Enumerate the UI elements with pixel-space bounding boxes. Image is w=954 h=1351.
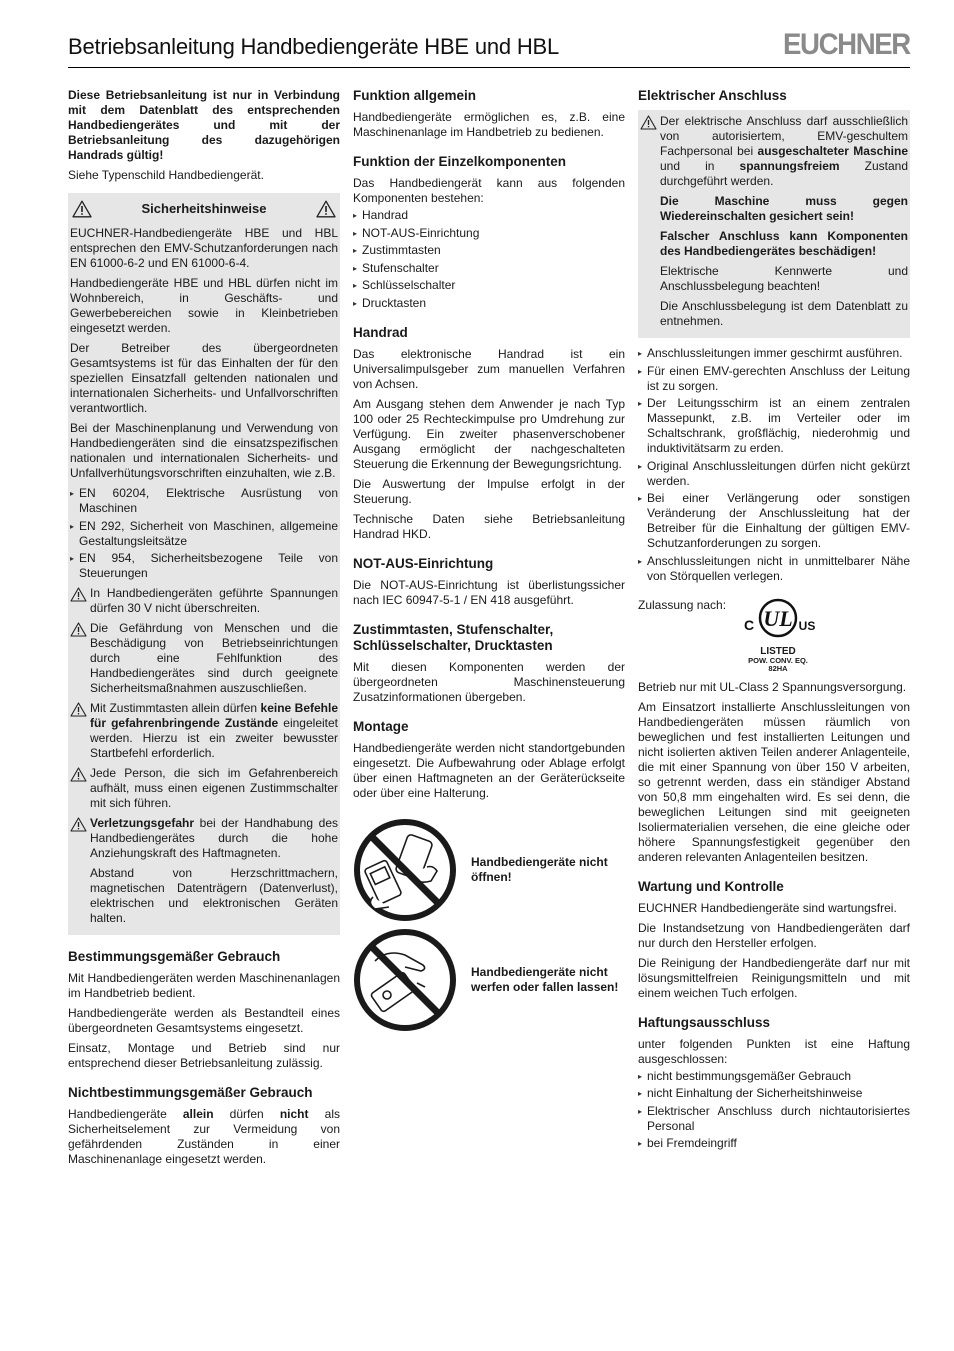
warning-icon <box>70 767 87 782</box>
no-opening-icon <box>353 815 471 925</box>
connection-list <box>638 346 910 584</box>
warning-icon <box>316 200 336 218</box>
list-item: ▸ Bei einer Verlängerung oder sonstigen Veränderung der Anschlussleitung hat der Betreiber für die Einhaltung der gültigen EMV-Schutzanforderungen zu sorgen. <box>638 491 910 551</box>
warning-item <box>640 114 910 189</box>
ul-c-mark: C <box>743 616 755 633</box>
liability-list <box>638 1069 910 1152</box>
euchner-logo: EUCHNER <box>783 28 910 61</box>
approval-label: Zulassung nach: <box>638 597 727 612</box>
list-item: ▸ Für einen EMV-gerechten Anschluss der Leitung ist zu sorgen. <box>638 364 910 394</box>
page-header <box>68 28 910 68</box>
warning-text-bold: keine Befehle für gefahrenbringende Zustände <box>90 701 338 730</box>
warning-text-part: eingeleitet werden. Hierzu ist ein zweiter bewusster Startbefehl erforderlich. <box>90 716 339 760</box>
warning-bold-text: Falscher Anschluss kann Komponenten des Handbediengerätes beschädigen! <box>660 229 908 258</box>
intro-text: Diese Betriebsanleitung ist nur in Verbindung mit dem Datenblatt des entsprechenden Handbediengerätes und mit der Betriebsanleitung des dazugehörigen Handrads gültig! <box>68 88 340 162</box>
safety-paragraph: Bei der Maschinenplanung und Verwendung von Handbediengeräten sind die einsatzspezifischen nationalen und internationalen Sicherheits- und Unfallverhütungsvorschriften einzuhalten, wie z.B. <box>70 421 338 480</box>
text-bold: nicht <box>279 1107 309 1121</box>
ul-us-mark: US <box>798 618 816 633</box>
warning-bold-text: Die Maschine muss gegen Wiedereinschalten gesichert sein! <box>660 194 908 223</box>
paragraph: Das Handbediengerät kann aus folgenden Komponenten bestehen: <box>353 176 625 205</box>
warning-text <box>90 701 338 761</box>
warning-extra: Abstand von Herzschrittmachern, magnetischen Datenträgern (Datenverlust), elektrischen und elektronischen Geräten halten. <box>90 866 338 925</box>
list-item: ▸ EN 60204, Elektrische Ausrüstung von Maschinen <box>70 486 338 516</box>
list-item: ▸ bei Fremdeingriff <box>638 1136 910 1151</box>
paragraph: unter folgenden Punkten ist eine Haftung ausgeschlossen: <box>638 1036 910 1066</box>
safety-title: Sicherheitshinweise <box>141 201 267 216</box>
column-3 <box>638 88 910 1156</box>
warning-item <box>70 816 338 861</box>
list-item: ▸ Der Leitungsschirm ist an einem zentralen Massepunkt, z.B. im Verteiler oder im Schaltschrank, großflächig, niederohmig und induktivitätsarm zu erden. <box>638 396 910 456</box>
paragraph: Am Ausgang stehen dem Anwender je nach Typ 100 oder 25 Rechteckimpulse pro Umdrehung zur Verfügung. Ein zweiter phasenverschobener Ausgang ermöglicht der nachgeschalteten Steuerung die Erkennung der Bewegungsrichtung. <box>353 396 625 471</box>
paragraph: EUCHNER Handbediengeräte sind wartungsfrei. <box>638 900 897 915</box>
paragraph: Technische Daten siehe Betriebsanleitung Handrad HKD. <box>353 511 625 541</box>
prohibition-label: Handbediengeräte nicht öffnen! <box>471 854 608 884</box>
text-bold: allein <box>182 1107 214 1121</box>
no-dropping-icon <box>353 925 471 1035</box>
text-bold: ausgeschalteter Maschine <box>757 144 908 158</box>
ul-logo-icon <box>738 596 818 642</box>
paragraph: Handbediengeräte werden nicht standortgebunden eingesetzt. Die Aufbewahrung oder Ablage erfolgt über einen Haftmagneten an der Geräterückseite oder über eine Halterung. <box>353 740 625 800</box>
intro-sub-text: Siehe Typenschild Handbediengerät. <box>68 168 264 182</box>
list-item: ▸ Drucktasten <box>353 296 625 311</box>
paragraph: Einsatz, Montage und Betrieb sind nur entsprechend dieser Betriebsanleitung zulässig. <box>68 1041 340 1070</box>
ul-line2: POW. CONV. EQ. <box>748 655 808 665</box>
section-heading: Elektrischer Anschluss <box>638 88 787 103</box>
paragraph <box>68 1107 340 1167</box>
ul-line3: 82HA <box>768 663 788 673</box>
warning-item <box>70 766 338 811</box>
paragraph: Das elektronische Handrad ist ein Universalimpulsgeber zum manuellen Verfahren von Achsen. <box>353 346 625 391</box>
safety-box-header <box>70 198 338 222</box>
section-heading: NOT-AUS-Einrichtung <box>353 555 494 571</box>
warning-text-part: bei der Handhabung des Handbediengerätes durch die hohe Anziehungskraft des Haftmagneten. <box>90 816 338 860</box>
paragraph: Die Reinigung der Handbediengeräte darf nur mit lösungsmittelfreien Reinigungsmitteln und mit einem weichen Tuch erfolgen. <box>638 955 910 1000</box>
safety-box <box>68 193 340 935</box>
column-1 <box>68 88 340 1172</box>
text-part: dürfen <box>213 1107 280 1121</box>
warning-icon <box>640 115 657 130</box>
safety-paragraph: EUCHNER-Handbediengeräte HBE und HBL entsprechen den EMV-Schutzanforderungen nach EN 61000-6-2 und EN 61000-6-4. <box>70 226 338 270</box>
paragraph: Die Anschlussbelegung ist dem Datenblatt zu entnehmen. <box>660 299 908 328</box>
safety-paragraph: Handbediengeräte HBE und HBL dürfen nicht im Wohnbereich, in Geschäfts- und Gewerbebereichen sowie in Kleinbetrieben eingesetzt werden. <box>70 276 338 335</box>
text-part: als Sicherheitselement zur Vermeidung von gefährdenden Zuständen in einer Maschinenanlage eingesetzt werden. <box>68 1107 340 1166</box>
list-item: ▸ Original Anschlussleitungen dürfen nicht gekürzt werden. <box>638 459 910 489</box>
safety-paragraph: Der Betreiber des übergeordneten Gesamtsystems ist für das Einhalten der für den speziellen Einsatzfall geltenden nationalen und internationalen Sicherheits- und Unfallvorschriften verantwortlich. <box>70 341 338 415</box>
paragraph: Die Auswertung der Impulse erfolgt in der Steuerung. <box>353 476 625 506</box>
section-heading: Montage <box>353 718 409 734</box>
section-heading: Haftungsausschluss <box>638 1014 771 1030</box>
ul-listed-text: LISTED <box>760 645 796 657</box>
paragraph: Handbediengeräte werden als Bestandteil eines übergeordneten Gesamtsystems eingesetzt. <box>68 1006 340 1035</box>
warning-item <box>70 701 338 761</box>
svg-text:UL: UL <box>763 605 793 631</box>
warning-text: Jede Person, die sich im Gefahrenbereich aufhält, muss einen eigenen Zustimmschalter mit sich führen. <box>90 766 338 810</box>
ul-listed-mark <box>738 596 818 672</box>
paragraph: Handbediengeräte ermöglichen es, z.B. eine Maschinenanlage im Handbetrieb zu bedienen. <box>353 110 625 139</box>
warning-text: In Handbediengeräten geführte Spannungen dürfen 30 V nicht überschreiten. <box>90 586 338 615</box>
list-item: ▸ Stufenschalter <box>353 261 625 276</box>
list-item: ▸ Handrad <box>353 208 625 223</box>
section-heading: Funktion der Einzelkomponenten <box>353 154 567 169</box>
warning-item <box>70 586 338 616</box>
list-item: ▸ nicht bestimmungsgemäßer Gebrauch <box>638 1069 910 1084</box>
approval-row <box>638 596 910 672</box>
text-part: und in <box>660 159 740 173</box>
paragraph: Die Instandsetzung von Handbediengeräten darf nur durch den Hersteller erfolgen. <box>638 920 910 950</box>
section-heading: Wartung und Kontrolle <box>638 878 784 894</box>
warning-item <box>70 621 338 696</box>
list-item: ▸ NOT-AUS-Einrichtung <box>353 226 625 241</box>
text-part: Der elektrische Anschluss darf ausschließlich von autorisiertem, EMV-geschultem Fachpersonal bei <box>660 114 908 158</box>
prohibition-do-not-drop <box>353 925 625 1035</box>
list-item: ▸ nicht Einhaltung der Sicherheitshinweise <box>638 1086 910 1101</box>
warning-text-bold: Verletzungsgefahr <box>90 816 195 830</box>
paragraph: Am Einsatzort installierte Anschlussleitungen von Handbediengeräten müssen räumlich von beweglichen und fest installierten Leitungen und nicht isolierten aktiven Teilen anderer Anlagenteile, die mit einer Spannung von über 150 V arbeiten, so getrennt werden, dass ein ständiger Abstand von 50,8 mm eingehalten wird. Es sei denn, die beweglichen Leitungen sind mit geeigneten Isoliermaterialien versehen, die eine gleiche oder höhere Spannungsfestigkeit gegenüber den anderen relevanten Anlagenteilen besitzen. <box>638 699 910 864</box>
section-heading: Funktion allgemein <box>353 88 477 103</box>
warning-text <box>90 816 338 861</box>
list-item: ▸ Schlüsselschalter <box>353 278 625 293</box>
section-heading: Nichtbestimmungsgemäßer Gebrauch <box>68 1085 313 1100</box>
paragraph: Mit diesen Komponenten werden der übergeordneten Maschinensteuerung Zusatzinformationen übergeben. <box>353 659 625 704</box>
paragraph: Elektrische Kennwerte und Anschlussbelegung beachten! <box>660 264 908 293</box>
paragraph: Die NOT-AUS-Einrichtung ist überlistungssicher nach IEC 60947-5-1 / EN 418 ausgeführt. <box>353 577 625 607</box>
components-list <box>353 208 625 311</box>
section-heading: Bestimmungsgemäßer Gebrauch <box>68 949 281 964</box>
warning-icon <box>70 702 87 717</box>
standards-list <box>70 486 338 581</box>
column-2 <box>353 88 625 1035</box>
warning-text <box>660 114 910 189</box>
warning-icon <box>70 622 87 637</box>
warning-icon <box>70 587 87 602</box>
list-item: ▸ Zustimmtasten <box>353 243 625 258</box>
page-title: Betriebsanleitung Handbediengeräte HBE und HBL <box>68 34 560 59</box>
list-item: ▸ Anschlussleitungen nicht in unmittelbarer Nähe von Störquellen verlegen. <box>638 554 910 584</box>
list-item: ▸ EN 292, Sicherheit von Maschinen, allgemeine Gestaltungsleitsätze <box>70 519 338 549</box>
list-item: ▸ EN 954, Sicherheitsbezogene Teile von Steuerungen <box>70 551 338 581</box>
paragraph: Mit Handbediengeräten werden Maschinenanlagen im Handbetrieb bedient. <box>68 971 340 1000</box>
warning-text-part: Mit Zustimmtasten allein dürfen <box>90 701 261 715</box>
list-item: ▸ Anschlussleitungen immer geschirmt ausführen. <box>638 346 910 361</box>
warning-icon <box>70 817 87 832</box>
warning-text: Die Gefährdung von Menschen und die Beschädigung von Betriebseinrichtungen durch eine Fehlfunktion des Handbediengerätes sind durch geeignete Sicherheitsmaßnahmen auszuschließen. <box>90 621 338 695</box>
paragraph: Betrieb nur mit UL-Class 2 Spannungsversorgung. <box>638 679 907 694</box>
electrical-warning-box <box>638 110 910 338</box>
text-bold: spannungsfreiem <box>739 159 840 173</box>
text-part: Zustand durchgeführt werden. <box>660 159 909 188</box>
prohibition-do-not-open <box>353 815 625 925</box>
text-part: Handbediengeräte <box>68 1107 183 1121</box>
section-heading: Handrad <box>353 324 408 340</box>
prohibition-label: Handbediengeräte nicht werfen oder fallen lassen! <box>471 964 619 994</box>
section-heading: Zustimmtasten, Stufenschalter, Schlüsselschalter, Drucktasten <box>353 621 554 653</box>
list-item: ▸ Elektrischer Anschluss durch nichtautorisiertes Personal <box>638 1104 910 1134</box>
